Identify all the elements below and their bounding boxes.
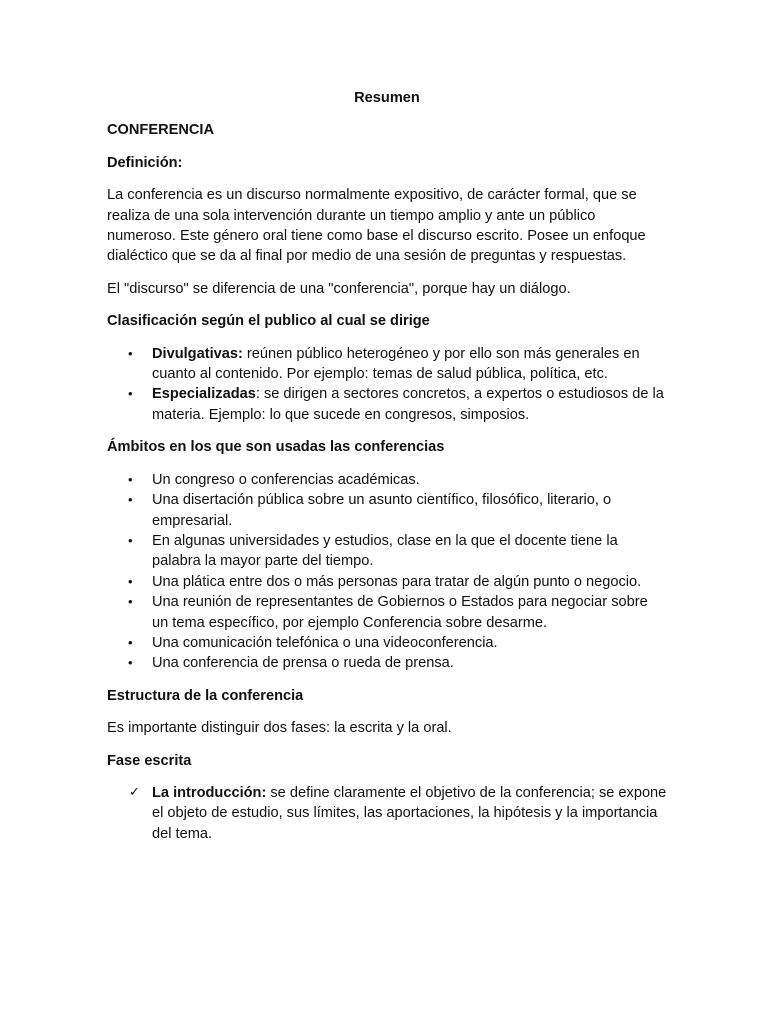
list-item-term: La introducción: bbox=[152, 784, 267, 801]
bullet-icon: • bbox=[128, 634, 133, 650]
list-item-text: se define claramente el objetivo de la conferencia; se expone el objeto de estudio, sus límites, las aportaciones, la hipótesis y la importancia del tema. bbox=[152, 784, 667, 842]
list-item-text: Una plática entre dos o más personas para tratar de algún punto o negocio. bbox=[152, 573, 642, 590]
bullet-icon: • bbox=[128, 471, 133, 487]
difference-paragraph: El "discurso" se diferencia de una "conferencia", porque hay un diálogo. bbox=[107, 280, 571, 297]
estructura-heading: Estructura de la conferencia bbox=[107, 687, 304, 704]
list-item bbox=[107, 783, 667, 844]
list-item-term: Divulgativas: bbox=[152, 345, 243, 362]
classification-heading: Clasificación según el publico al cual se dirige bbox=[107, 313, 430, 330]
bullet-icon: • bbox=[128, 594, 133, 610]
list-item bbox=[107, 653, 667, 673]
list-item bbox=[107, 344, 667, 385]
list-item bbox=[107, 592, 667, 633]
list-item bbox=[107, 531, 667, 572]
list-item-term: Especializadas bbox=[152, 386, 256, 403]
bullet-icon: • bbox=[128, 386, 133, 402]
bullet-icon: • bbox=[128, 532, 133, 548]
section-heading-conferencia: CONFERENCIA bbox=[107, 122, 215, 139]
bullet-icon: • bbox=[128, 492, 133, 508]
checkmark-icon: ✓ bbox=[129, 784, 140, 800]
bullet-icon: • bbox=[128, 655, 133, 671]
definition-paragraph: La conferencia es un discurso normalmente expositivo, de carácter formal, que se realiza de una sola intervención durante un tiempo amplio y ante un público numeroso. Este género oral tiene como base el discurso escrito. Posee un enfoque dialéctico que se da al final por medio de una sesión de preguntas y respuestas. bbox=[107, 187, 646, 265]
list-item-text: Una conferencia de prensa o rueda de prensa. bbox=[152, 655, 454, 672]
list-item-text: Una comunicación telefónica o una videoconferencia. bbox=[152, 634, 498, 651]
classification-list bbox=[107, 344, 667, 426]
list-item-text: Una disertación pública sobre un asunto científico, filosófico, literario, o empresarial. bbox=[152, 492, 612, 529]
list-item bbox=[107, 490, 667, 531]
fase-escrita-list bbox=[107, 783, 667, 844]
list-item-text: En algunas universidades y estudios, clase en la que el docente tiene la palabra la mayor parte del tiempo. bbox=[152, 532, 618, 570]
ambitos-list bbox=[107, 470, 667, 674]
document-title: Resumen bbox=[354, 90, 420, 106]
bullet-icon: • bbox=[128, 573, 133, 589]
document-content bbox=[107, 88, 667, 844]
estructura-paragraph: Es importante distinguir dos fases: la escrita y la oral. bbox=[107, 720, 452, 737]
bullet-icon: • bbox=[128, 345, 133, 361]
ambitos-heading: Ámbitos en los que son usadas las conferencias bbox=[107, 439, 445, 456]
definition-heading: Definición: bbox=[107, 154, 183, 171]
list-item bbox=[107, 470, 667, 490]
list-item bbox=[107, 384, 667, 425]
list-item-text: : se dirigen a sectores concretos, a expertos o estudiosos de la materia. Ejemplo: lo que sucede en congresos, simposios. bbox=[152, 386, 664, 423]
list-item-text: Un congreso o conferencias académicas. bbox=[152, 471, 420, 488]
list-item-text: Una reunión de representantes de Gobiernos o Estados para negociar sobre un tema específico, por ejemplo Conferencia sobre desarme. bbox=[152, 594, 648, 631]
list-item-text: reúnen público heterogéneo y por ello son más generales en cuanto al contenido. Por ejemplo: temas de salud pública, política, etc. bbox=[152, 345, 640, 383]
list-item bbox=[107, 572, 667, 592]
fase-escrita-heading: Fase escrita bbox=[107, 752, 192, 769]
list-item bbox=[107, 633, 667, 653]
